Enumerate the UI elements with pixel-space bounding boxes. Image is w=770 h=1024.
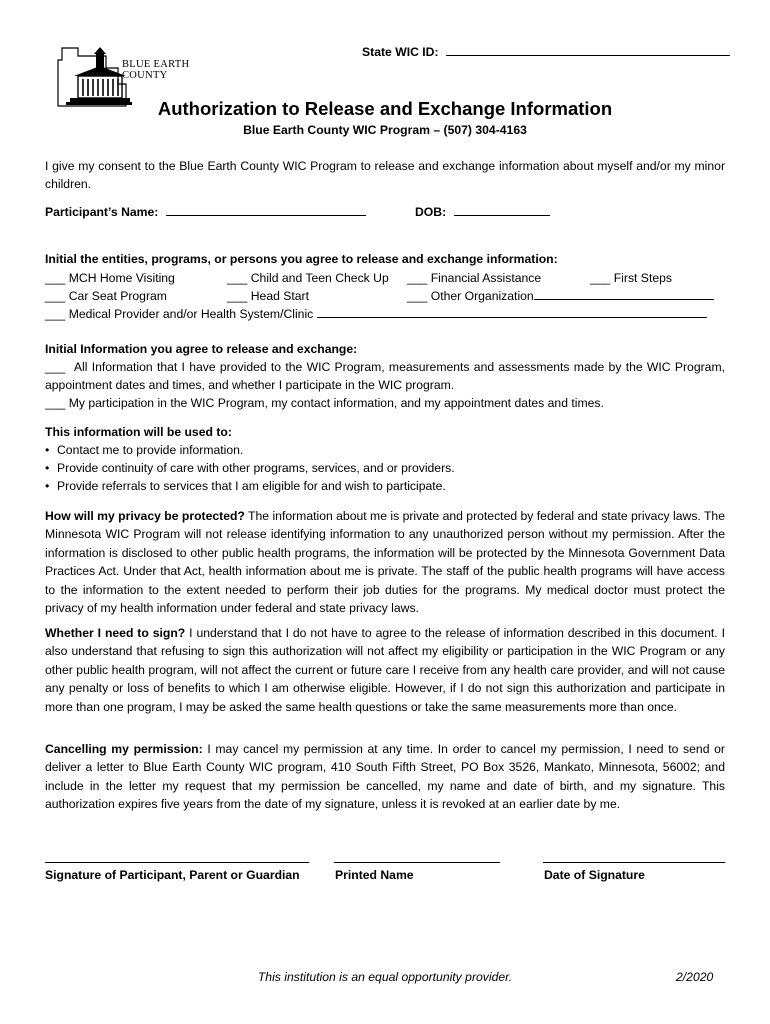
usage-bullet-text: Provide referrals to services that I am eligible for and wish to participate.	[57, 479, 446, 493]
initial-blank[interactable]: ___	[407, 271, 428, 285]
bullet-icon: •	[45, 443, 50, 457]
initial-blank[interactable]: ___	[45, 307, 66, 321]
entity-head-start-option[interactable]	[227, 287, 309, 305]
cancel-heading: Cancelling my permission:	[45, 742, 203, 756]
entities-heading: Initial the entities, programs, or persons you agree to release and exchange information:	[45, 252, 558, 266]
bullet-icon: •	[45, 479, 50, 493]
state-wic-id-label: State WIC ID:	[362, 45, 439, 59]
participant-name-line[interactable]	[166, 203, 366, 216]
dob-field[interactable]	[415, 203, 550, 221]
entity-car-seat-option[interactable]	[45, 287, 167, 305]
entity-mch-label: MCH Home Visiting	[68, 271, 175, 285]
initial-blank[interactable]: ___	[45, 360, 66, 374]
logo-text: BLUE EARTH COUNTY	[122, 59, 190, 81]
revision-date: 2/2020	[676, 970, 714, 984]
usage-bullet	[45, 477, 735, 495]
initial-blank[interactable]: ___	[407, 289, 428, 303]
entity-mch-option[interactable]	[45, 269, 175, 287]
entity-first-steps-label: First Steps	[613, 271, 672, 285]
participant-name-label: Participant’s Name:	[45, 205, 159, 219]
participant-signature-label: Signature of Participant, Parent or Guardian	[45, 868, 300, 882]
information-item-1	[45, 358, 725, 395]
entity-car-seat-label: Car Seat Program	[68, 289, 167, 303]
initial-blank[interactable]: ___	[227, 289, 248, 303]
entities-row-1	[45, 269, 735, 287]
entity-financial-label: Financial Assistance	[430, 271, 542, 285]
sign-paragraph	[45, 624, 725, 716]
information-item-1-text: All Information that I have provided to the WIC Program, measurements and assessments made by the WIC Program, appointment dates and times, and whether I participate in the WIC program.	[45, 360, 725, 393]
information-item-2-text: My participation in the WIC Program, my contact information, and my appointment dates and times.	[68, 396, 604, 410]
initial-blank[interactable]: ___	[45, 271, 66, 285]
entity-child-teen-option[interactable]	[227, 269, 389, 287]
equal-opportunity-statement: This institution is an equal opportunity provider.	[257, 970, 513, 984]
initial-blank[interactable]: ___	[45, 289, 66, 303]
cancel-paragraph	[45, 740, 725, 814]
privacy-paragraph	[45, 507, 725, 617]
usage-heading: This information will be used to:	[45, 425, 232, 439]
usage-bullet-text: Provide continuity of care with other programs, services, and or providers.	[57, 461, 455, 475]
entity-head-start-label: Head Start	[250, 289, 309, 303]
information-item-2	[45, 394, 725, 412]
entity-other-org-label: Other Organization	[430, 289, 534, 303]
other-org-line[interactable]	[534, 287, 714, 300]
initial-blank[interactable]: ___	[590, 271, 611, 285]
bullet-icon: •	[45, 461, 50, 475]
state-wic-id-field[interactable]	[362, 43, 730, 59]
information-heading: Initial Information you agree to release and exchange:	[45, 342, 358, 356]
page-title: Authorization to Release and Exchange Information	[157, 98, 613, 119]
state-wic-id-line[interactable]	[446, 43, 730, 56]
participant-row	[45, 203, 735, 221]
sign-heading: Whether I need to sign?	[45, 626, 186, 640]
entity-medical-label: Medical Provider and/or Health System/Clinic	[68, 307, 314, 321]
entities-row-3	[45, 305, 735, 323]
usage-bullet	[45, 441, 735, 459]
dob-label: DOB:	[415, 205, 447, 219]
initial-blank[interactable]: ___	[45, 396, 66, 410]
entity-financial-option[interactable]	[407, 269, 541, 287]
date-signature-label: Date of Signature	[544, 868, 645, 882]
participant-name-field[interactable]	[45, 203, 366, 221]
date-signature-line[interactable]	[543, 862, 725, 863]
participant-signature-line[interactable]	[45, 862, 309, 863]
privacy-heading: How will my privacy be protected?	[45, 509, 245, 523]
cancel-text: I may cancel my permission at any time. In order to cancel my permission, I need to send or deliver a letter to Blue Earth County WIC program, 410 South Fifth Street, PO Box 3526, Mankato, Minnesota, 56002; and include in the letter my request that my permission be cancelled, my name and date of birth, and my signature. This authorization expires five years from the date of my signature, unless it is revoked at an earlier date by me.	[45, 742, 725, 812]
consent-paragraph: I give my consent to the Blue Earth County WIC Program to release and exchange information about myself and/or my minor children.	[45, 159, 725, 192]
printed-name-line[interactable]	[334, 862, 500, 863]
printed-name-label: Printed Name	[335, 868, 414, 882]
entity-first-steps-option[interactable]	[590, 269, 672, 287]
usage-bullet-text: Contact me to provide information.	[57, 443, 244, 457]
medical-provider-line[interactable]	[317, 305, 707, 318]
dob-line[interactable]	[454, 203, 550, 216]
entity-other-org-option[interactable]	[407, 287, 714, 305]
page-subtitle: Blue Earth County WIC Program – (507) 304-4163	[243, 123, 527, 137]
entity-child-teen-label: Child and Teen Check Up	[250, 271, 389, 285]
sign-text: I understand that I do not have to agree to the release of information described in this document. I also understand that refusing to sign this authorization will not affect my eligibility or participation in the WIC Program or any other public health program, will not affect the current or future care I receive from any health care provider, and will not cause any penalty or loss of benefits to which I am otherwise eligible. However, if I do not sign this authorization and participate in more than one program, I may be asked the same health questions or take the same measurements more than once.	[45, 626, 725, 714]
entity-medical-option[interactable]	[45, 305, 707, 323]
initial-blank[interactable]: ___	[227, 271, 248, 285]
usage-bullet	[45, 459, 735, 477]
privacy-text: The information about me is private and protected by federal and state privacy laws. The Minnesota WIC Program will not release identifying information to any unauthorized person without my permission. After the information is disclosed to other public health programs, the information will be protected by the Minnesota Government Data Practices Act. Under that Act, health information about me is private. The staff of the public health programs will have access to the information to the extent needed to perform their job duties for the programs. My medical doctor must protect the privacy of my health information under federal and state privacy laws.	[45, 509, 725, 616]
entities-row-2	[45, 287, 735, 305]
